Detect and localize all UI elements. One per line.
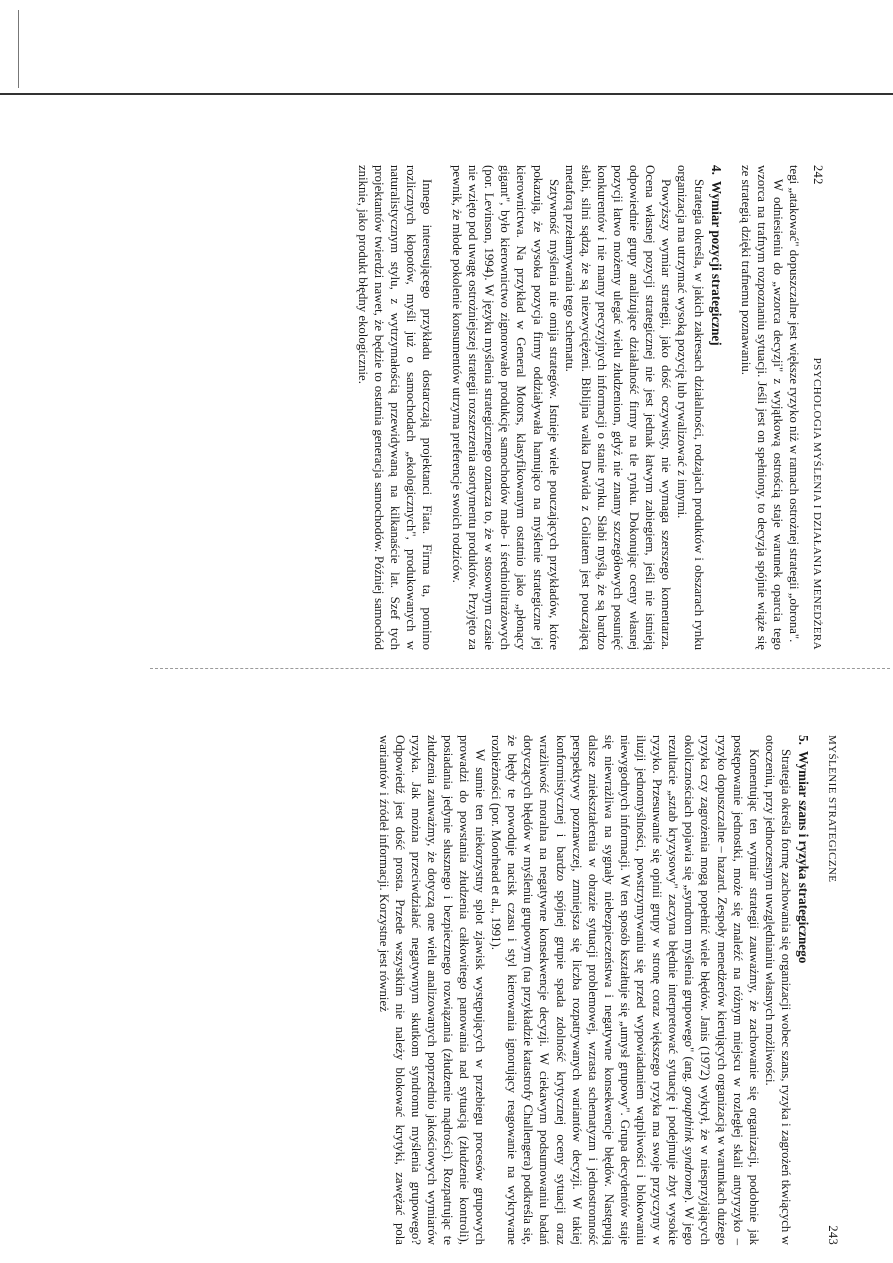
page-header [825, 735, 840, 1245]
scan-border-line [0, 93, 893, 95]
section-heading [708, 165, 724, 650]
page-header [810, 165, 825, 650]
paragraph: Innego interesującego przykładu dostarczają projektanci Fiata. Firma ta, pomimo rozlicznych kłopotów, myśli już o samochodach „ekologicznych", produkowanych w naturalistycznym stylu, z wytrzymałością przewidywaną na kilkanaście lat. Szef tych projektantów twierdzi nawet, że będzie to ostatnia generacja samochodów. Później samochód zniknie, jako produkt błędny ekologicznie. [355, 165, 435, 650]
paragraph: Sztywność myślenia nie omija strategów. Istnieje wiele pouczających przykładów, które pokazują, że wysoka pozycja firmy oddziaływała hamująco na myślenie strategiczne jej kierownictwa. Na przykład w General Motors, klasyfikowanym ostatnio jako „płonący gigant", było kierownictwo zignorowało produkcję samochodów mało- i średniolitrażowych (por. Levinson, 1994). W języku myślenia strategicznego oznacza to, że w stosownym czasie nie wzięto pod uwagę ostrożniejszej strategii rozszerzenia asortymentu produktów. Przyjęto za pewnik, że młode pokolenie konsumentów utrzyma preferencje swoich rodziców. [450, 165, 561, 650]
paragraph-text: Komentując ten wymiar strategii zauważmy, że zachowanie się organizacji, podobnie jak postępowanie jednostki, może się znaleźć na różnym miejscu w rozległej skali antyryzyko – ryzyko dopuszczalne – hazard. Zespoły menedżerów kierujących organizacją w warunkach dużego ryzyka czy zagrożenia mogą popełnić wiele błędów. Janis (1972) wykrył, że w niesprzyjających okolicznościach pojawia się „syndrom myślenia grupowego" (ang. [682, 735, 761, 1245]
section-title: Wymiar pozycji strategicznej [708, 180, 724, 346]
scan-edge-mark [18, 10, 19, 88]
left-page [112, 165, 825, 650]
page-number: 242 [811, 165, 825, 185]
paragraph: Strategia określa formę zachowania się organizacji wobec szans, ryzyka i zagrożeń tkwiących w otoczeniu, przy jednoczesnym uwzględnianiu własnych możliwości. [762, 735, 793, 1245]
paragraph: W sumie ten niekorzystny splot zjawisk występujących w przebiegu procesów grupowych prowadzi do powstania złudzenia całkowitego panowania nad sytuacją (złudzenie kontroli), posiadania jedynie słusznego i bezpiecznego rozwiązania (złudzenie mądrości). Rozpatrując te złudzenia zauważmy, że dotyczą one wielu analizowanych poprzednio jakościowych wymiarów ryzyka. Jak można przeciwdziałać negatywnym skutkom syndromu myślenia grupowego? Odpowiedź jest dość prosta. Przede wszystkim nie należy blokować krytyki, zawężać pola wariantów i źródeł informacji. Korzystne jest również [376, 735, 488, 1245]
page-body [375, 735, 811, 1245]
paragraph: tegi „atakować" dopuszczalne jest większe ryzyko niż w ramach ostrożnej strategii „obrona". [787, 165, 801, 643]
section-title: Wymiar szans i ryzyka strategicznego [796, 750, 811, 964]
paragraph: Strategia określa, w jakich zakresach działalności, rodzajach produktów i obszarach rynku organizacja ma utrzymać wysoką pozycję lub rywalizować z innymi. [675, 165, 706, 650]
section-heading [795, 735, 811, 1245]
paragraph-text: ). W jego rezultacie „sztab kryzysowy" zaczyna błędnie interpretować sytuację i podejmuje zbyt wysokie ryzyko. Przesuwanie się opinii grupy w stronę coraz większego ryzyka ma swoje przyczyny w iluzji jednomyślności, powstrzymywaniu się przed wypowiadaniem wątpliwości i blokowaniu niewygodnych informacji. W ten sposób kształtuje się „umysł grupowy". Grupa decydentów staje się niewrażliwa na sygnały niebezpieczeństwa i negatywne konsekwencje błędów. Następują dalsze zniekształcenia w obrazie sytuacji problemowej, wzrasta schematyzm i jednostronność perspektywy poznawczej, zmniejsza się liczba rozpatrywanych wariantów decyzji. W takiej konformistycznej i bardzo spójnej grupie spada zdolność krytycznej oceny sytuacji oraz wrażliwość moralna na negatywne konsekwencje decyzji. W ciekawym podsumowaniu badań dotyczących błędów w myśleniu grupowym (na przykładzie katastrofy Challengera) podkreśla się, że błędy te powoduje nacisk czasu i styl kierowania ignorujący reagowanie na wykrywane rozbieżności (por. Moorhead et al., 1991). [489, 735, 697, 1246]
paragraph: Powyższy wymiar strategii, jako dość oczywisty, nie wymaga szerszego komentarza. Ocena własnej pozycji strategicznej nie jest jednak łatwym zabiegiem, jeśli nie istnieją odpowiednie grupy analizujące działalność firmy na tle rynku. Dokonując oceny własnej pozycji łatwo możemy ulegać wielu złudzeniom, gdyż nie znamy szczegółowych posunięć konkurentów i nie mamy precyzyjnych informacji o stanie rynku. Słabi myślą, że są bardzo słabi, silni sądzą, że są niezwyciężeni. Biblijna walka Dawida z Goliatem jest pouczającą metaforą przełamywania tego schematu. [562, 165, 674, 650]
paragraph [488, 735, 762, 1245]
running-head: PSYCHOLOGIA MYŚLENIA I DZIAŁANIA MENEDŻERA [811, 357, 823, 650]
right-page [112, 735, 840, 1245]
page-fold-line [150, 668, 890, 669]
page-number: 243 [826, 1225, 840, 1245]
running-head: MYŚLENIE STRATEGICZNE [826, 735, 838, 883]
paragraph: W odniesieniu do „wzorca decyzji" z wyjątkową ostrością staje warunek oparcia tego wzorca na trafnym rozpoznaniu sytuacji. Jeśli jest on spełniony, to decyzja spójnie wiąże się ze strategią dzięki trafnemu poznawaniu. [738, 165, 785, 650]
section-number: 4. [708, 165, 724, 175]
page-body [355, 165, 802, 650]
section-number: 5. [796, 735, 811, 745]
italic-term: groupthink syndrome [682, 1086, 697, 1196]
